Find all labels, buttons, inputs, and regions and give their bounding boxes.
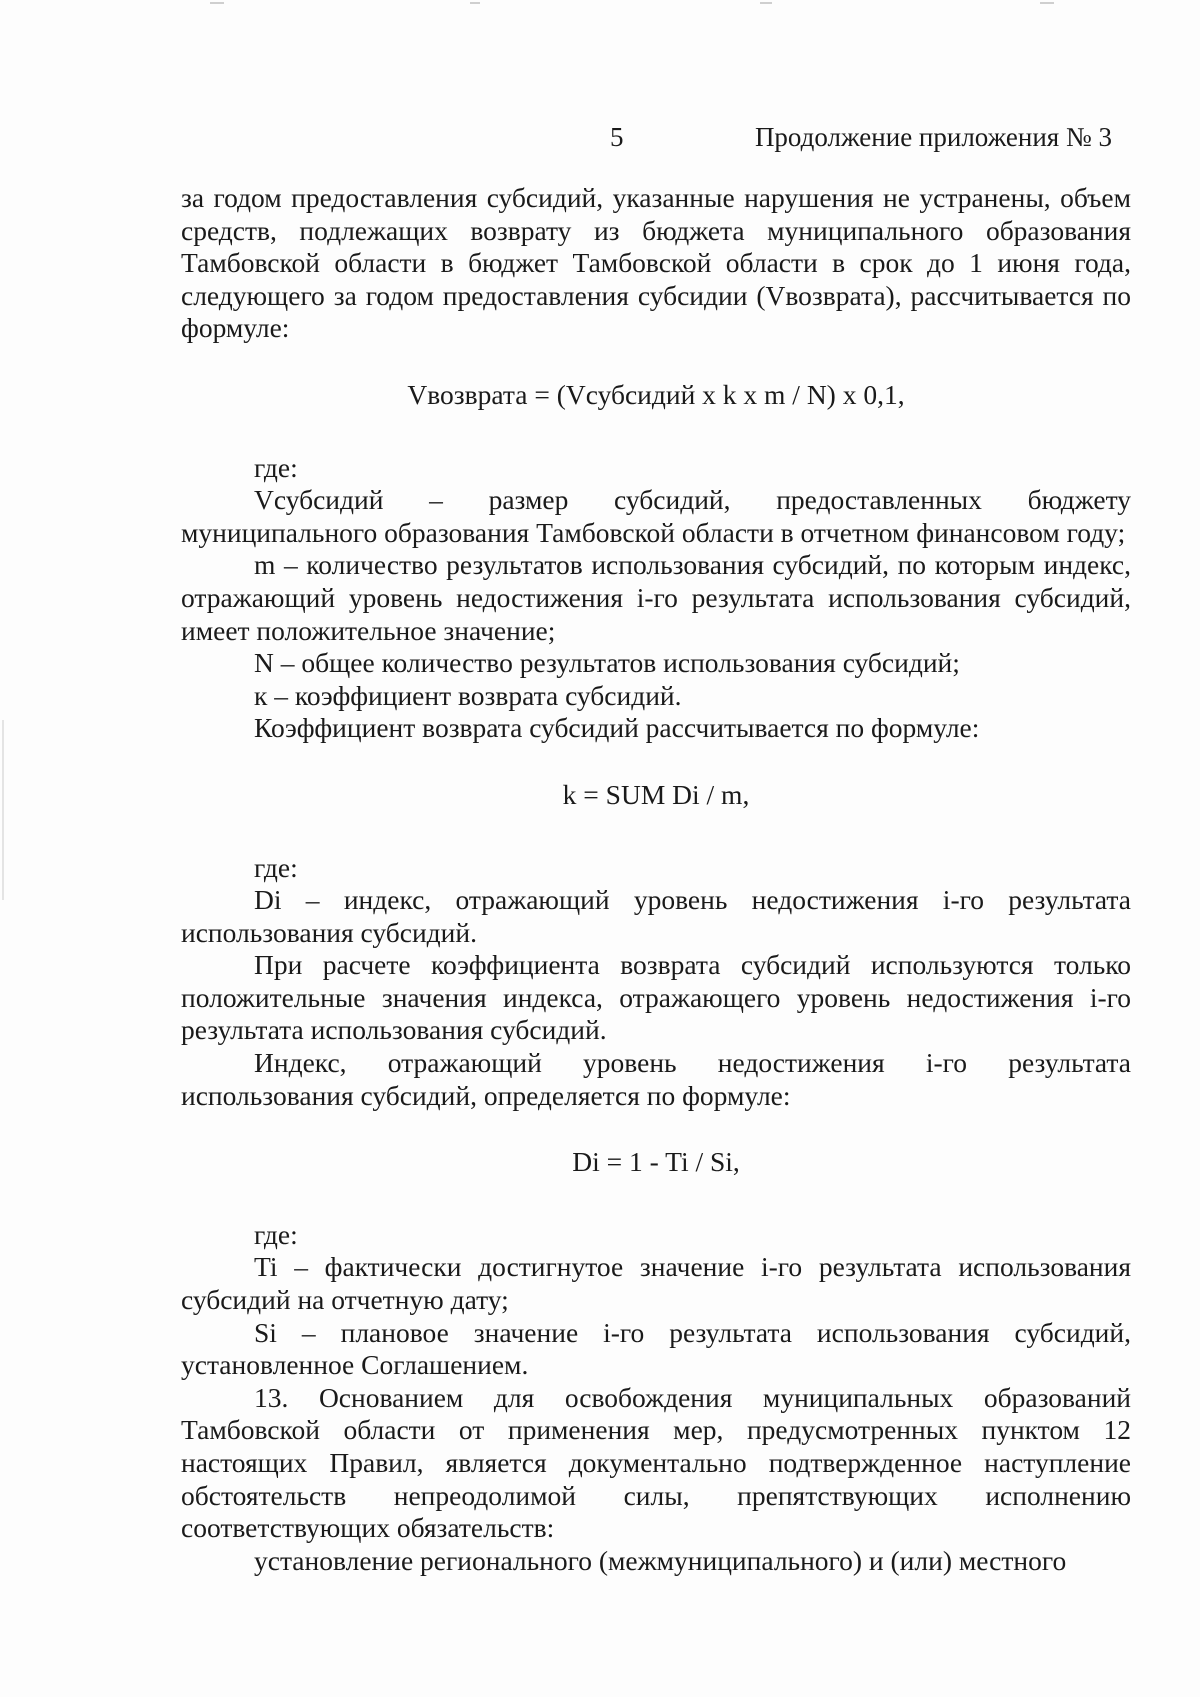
paragraph-13: 13. Основанием для освобождения муниципальных образований Тамбовской области от применения мер, предусмотренных пунктом 12 настоящих Правил, является документально подтвержденное наступление обстоятельств непреодолимой силы, препятствующих исполнению соответствующих обязательств: [181, 1381, 1131, 1544]
where-label: где: [254, 451, 298, 483]
definition-di: Di – индекс, отражающий уровень недостижения i-го результата использования субсидий. [181, 884, 1131, 948]
paragraph-index-intro: Индекс, отражающий уровень недостижения i-го результата использования субсидий, определяется по формуле: [181, 1047, 1131, 1111]
where-label: где: [254, 851, 298, 883]
definition-k: к – коэффициент возврата субсидий. [254, 679, 682, 711]
definition-vsubsidy: Vсубсидий – размер субсидий, предоставленных бюджету муниципального образования Тамбовской области в отчетном финансовом году; [181, 484, 1131, 548]
document-body [181, 182, 1131, 1577]
page-header [180, 122, 1132, 156]
formula-coefficient: k = SUM Di / m, [562, 778, 750, 810]
page-number: 5 [610, 122, 624, 152]
scan-speck [1040, 2, 1054, 4]
formula-refund-volume: Vвозврата = (Vсубсидий x k x m / N) x 0,1, [407, 378, 905, 410]
scan-edge [2, 720, 4, 900]
paragraph-positive-values: При расчете коэффициента возврата субсидий используются только положительные значения индекса, отражающего уровень недостижения i-го результата использования субсидий. [181, 949, 1131, 1046]
scan-speck [470, 2, 480, 4]
scan-speck [210, 2, 224, 4]
where-label: где: [254, 1218, 298, 1250]
definition-n: N – общее количество результатов использования субсидий; [254, 647, 960, 679]
paragraph-last: установление регионального (межмуниципального) и (или) местного [254, 1544, 1067, 1576]
paragraph-k-intro: Коэффициент возврата субсидий рассчитывается по формуле: [254, 712, 980, 744]
definition-m: m – количество результатов использования субсидий, по которым индекс, отражающий уровень недостижения i-го результата использования субсидий, имеет положительное значение; [181, 549, 1131, 646]
appendix-continuation-label: Продолжение приложения № 3 [754, 122, 1112, 152]
definition-ti: Ti – фактически достигнутое значение i-го результата использования субсидий на отчетную дату; [181, 1251, 1131, 1316]
scan-speck [760, 2, 772, 4]
paragraph-refund-intro: за годом предоставления субсидий, указанные нарушения не устранены, объем средств, подлежащих возврату из бюджета муниципального образования Тамбовской области в бюджет Тамбовской области в срок до 1 июня года, следующего за годом предоставления субсидии (Vвозврата), рассчитывается по формуле: [181, 182, 1131, 344]
definition-si: Si – плановое значение i-го результата использования субсидий, установленное Соглашением. [181, 1316, 1131, 1381]
formula-index: Di = 1 - Ti / Si, [572, 1146, 740, 1178]
